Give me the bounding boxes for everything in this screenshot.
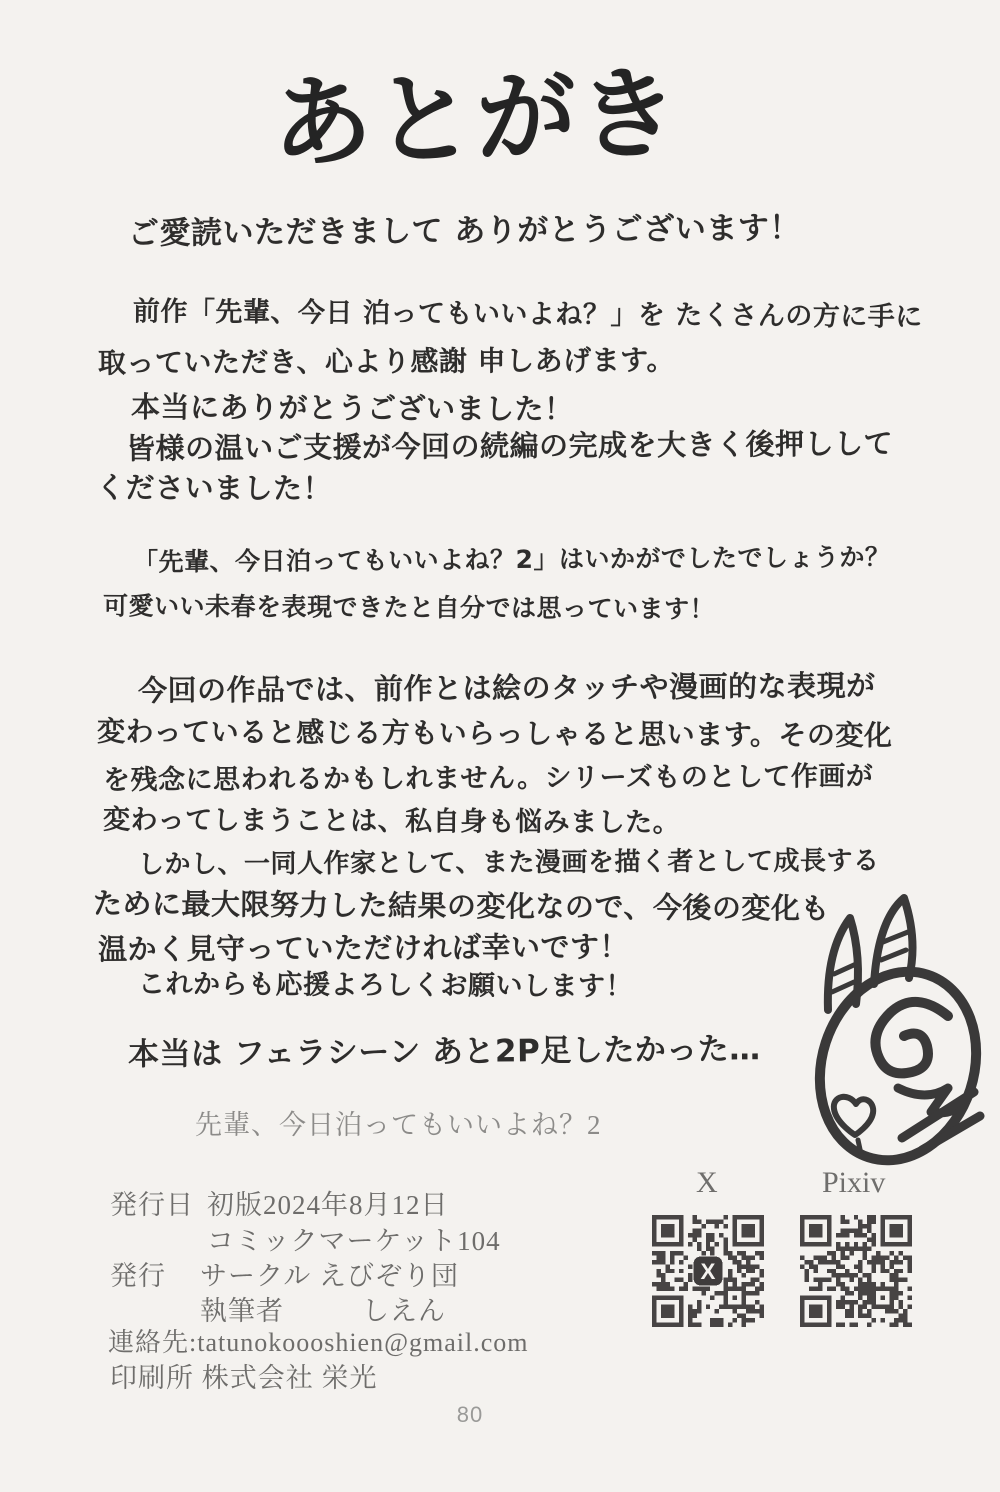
afterword-line: ご愛読いただきまして ありがとうございます！ <box>127 210 801 252</box>
page-number: 80 <box>456 1402 484 1427</box>
afterword-line: 変わってしまうことは、私自身も悩みました。 <box>102 804 681 839</box>
afterword-line: 皆様の温いご支援が今回の続編の完成を大きく後押しして <box>125 426 894 466</box>
svg-text:X: X <box>700 1259 716 1285</box>
colophon-issue-date-label: 発行日 <box>110 1190 194 1220</box>
colophon-contact: 連絡先:tatunokoooshien@gmail.com <box>108 1328 529 1357</box>
afterword-line: しかし、一同人作家として、また漫画を描く者として成長する <box>137 846 880 880</box>
afterword-line: 「先輩、今日泊ってもいいよね？2」はいかがでしたでしょうか？ <box>132 542 891 577</box>
afterword-line: 本当は フェラシーン あと2P足したかった… <box>127 1031 761 1073</box>
afterword-line: 本当にありがとうございました！ <box>130 389 574 427</box>
afterword-line: ために最大限努力した結果の変化なので、今後の変化も <box>92 886 831 926</box>
colophon-printer: 印刷所 株式会社 栄光 <box>110 1363 378 1393</box>
x-qr-code <box>652 1215 764 1327</box>
colophon-circle-value: サークル えびぞり団 <box>200 1261 459 1291</box>
afterword-line: これからも応援よろしくお願いします！ <box>137 968 634 1003</box>
colophon-issue-date-value: 初版2024年8月12日 <box>207 1190 449 1220</box>
colophon-publisher-label: 発行 <box>110 1261 166 1291</box>
pixiv-qr-label: Pixiv <box>822 1166 886 1199</box>
x-qr-label: X <box>696 1166 718 1199</box>
afterword-line: 取っていただき、心より感謝 申しあげます。 <box>97 343 675 380</box>
mascot-doodle <box>798 888 1000 1170</box>
afterword-line: 前作「先輩、今日 泊ってもいいよね？」を たくさんの方に手に <box>132 296 923 333</box>
afterword-line: 今回の作品では、前作とは絵のタッチや漫画的な表現が <box>137 668 876 708</box>
afterword-line: を残念に思われるかもしれません。シリーズものとして作画が <box>102 760 874 797</box>
series-title: 先輩、今日泊ってもいいよね？2 <box>195 1110 602 1140</box>
colophon-author-label: 執筆者 <box>200 1296 284 1326</box>
colophon-event-value: コミックマーケット104 <box>207 1226 501 1256</box>
page-title: あとがき <box>270 54 682 183</box>
afterword-line: くださいました！ <box>95 470 333 506</box>
afterword-line: 温かく見守っていただければ幸いです！ <box>97 929 630 967</box>
afterword-line: 変わっていると感じる方もいらっしゃると思います。その変化 <box>96 714 893 753</box>
pixiv-qr-code <box>800 1215 912 1327</box>
afterword-line: 可愛いい未春を表現できたと自分では思っています！ <box>102 591 716 624</box>
colophon-author-value: しえん <box>362 1296 446 1326</box>
